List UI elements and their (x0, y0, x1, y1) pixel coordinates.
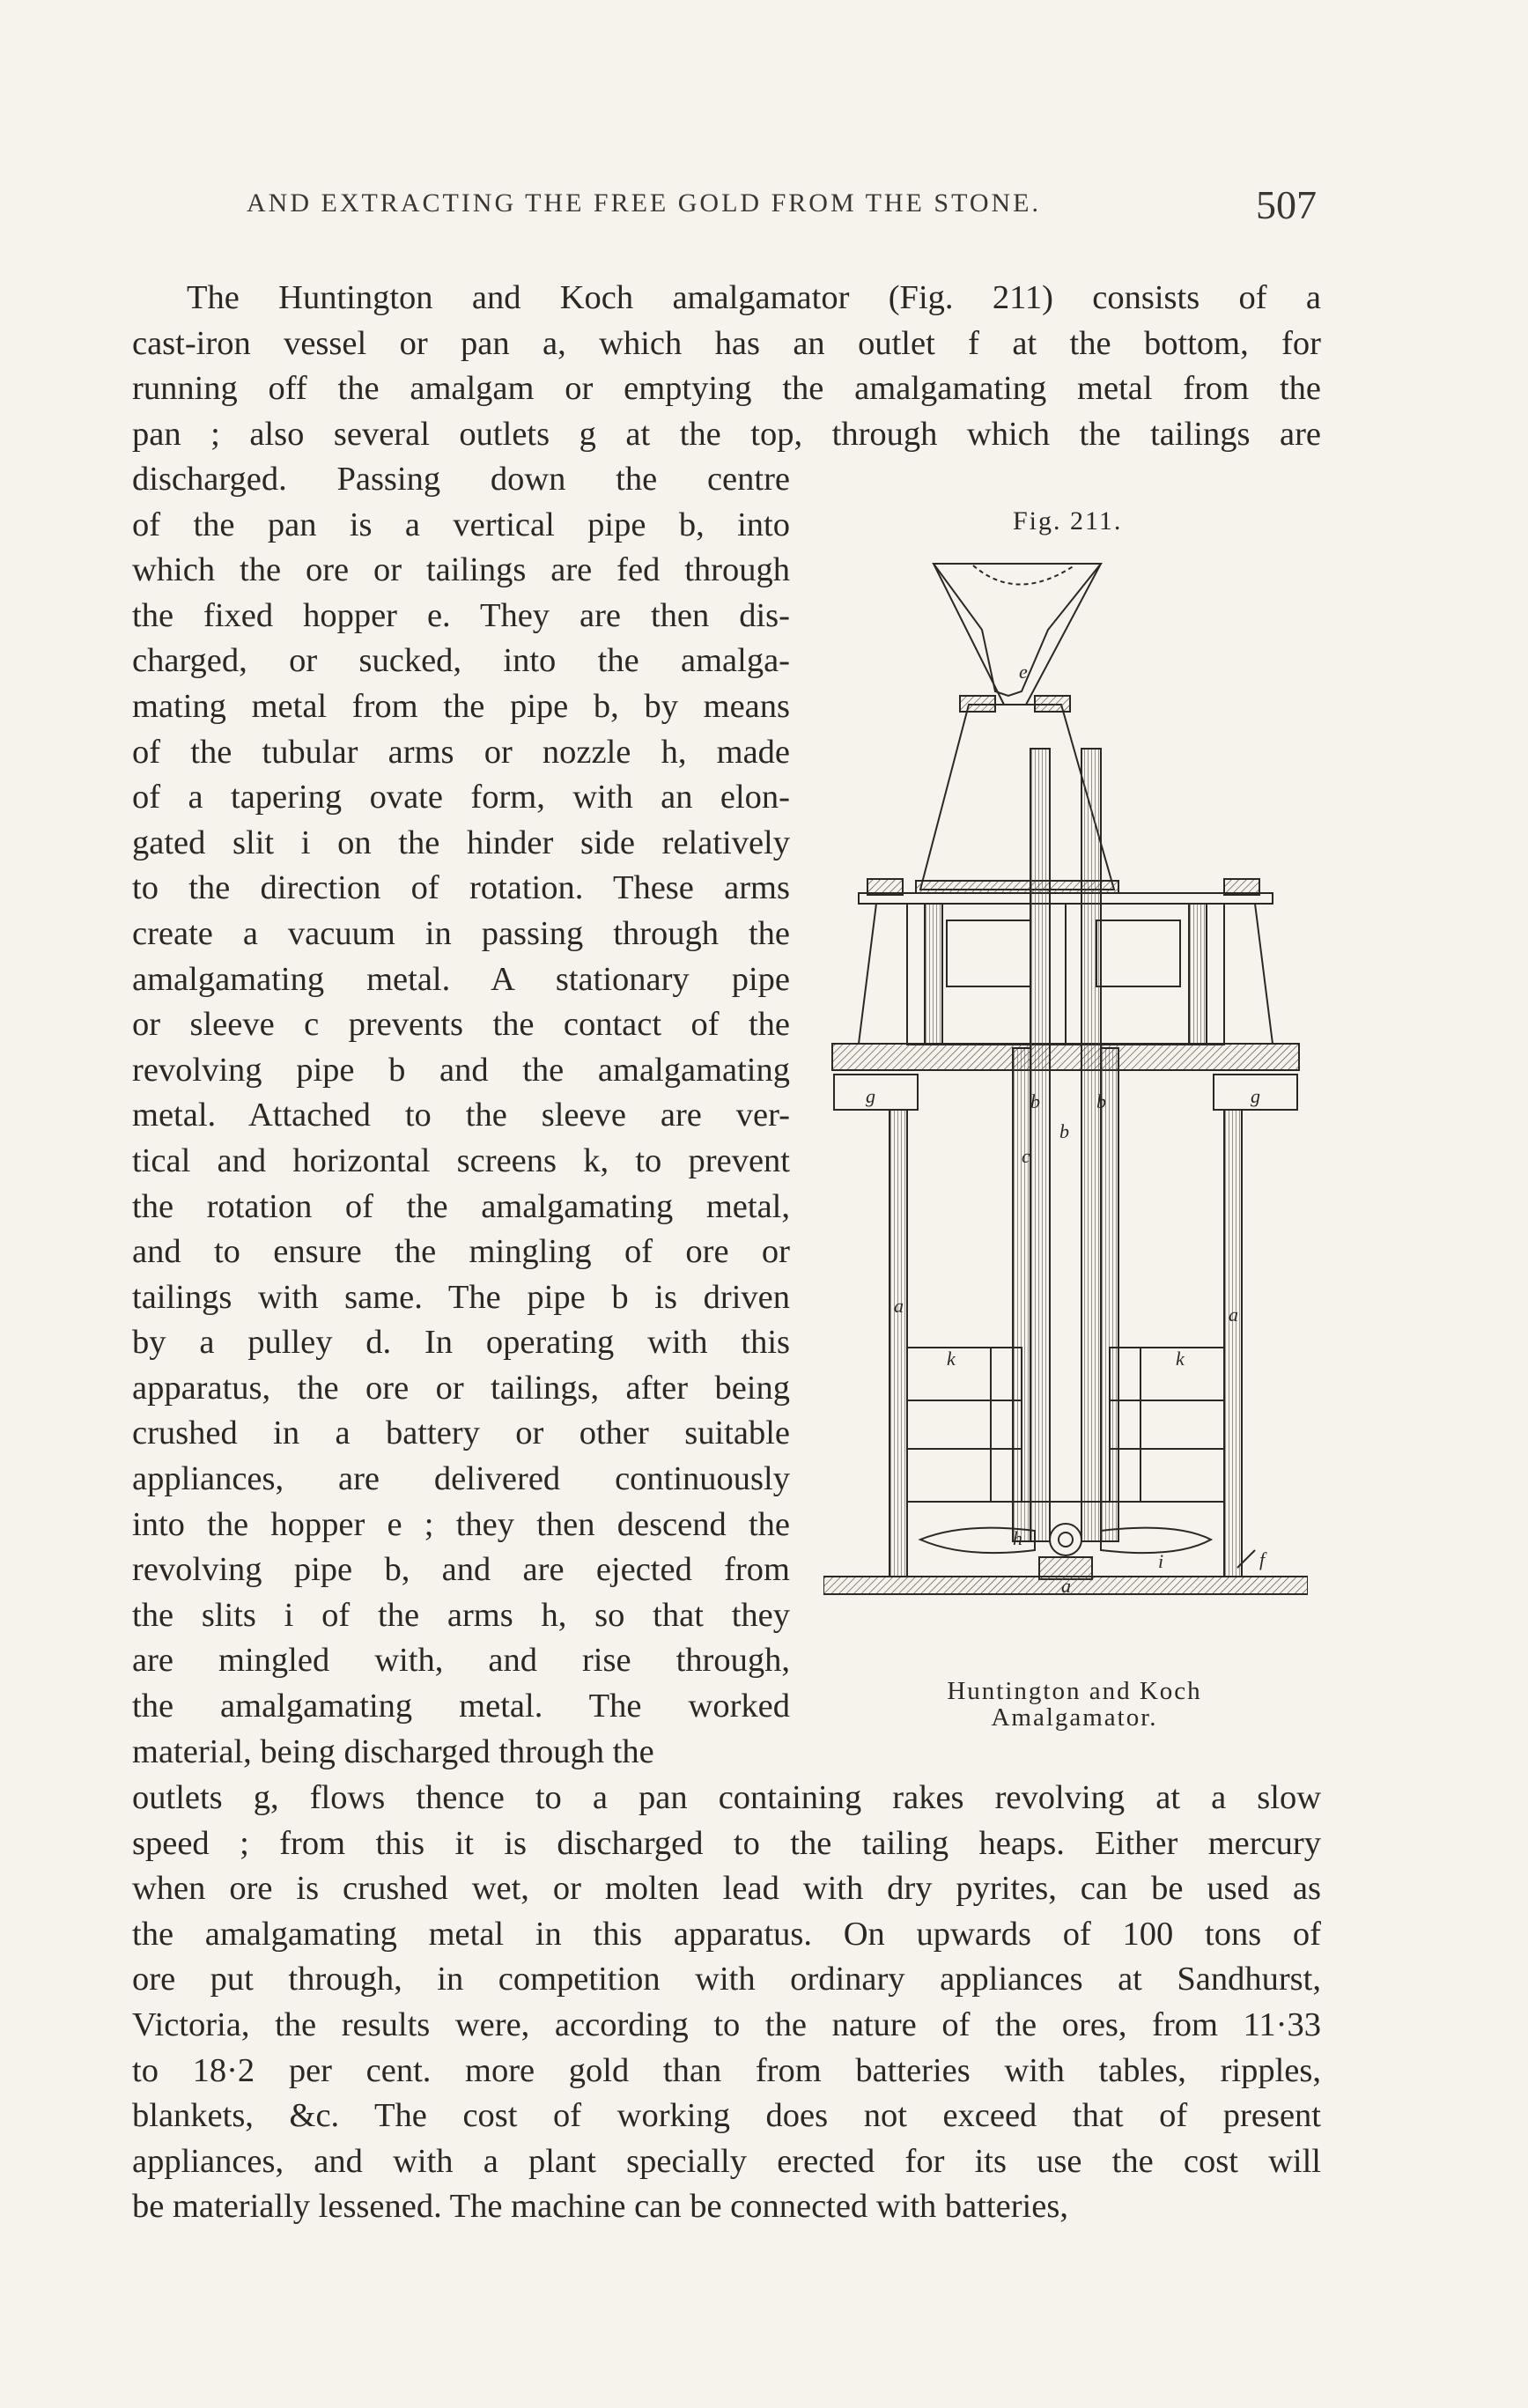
text-line: create a vacuum in passing through the (132, 914, 790, 952)
text-line: to the direction of rotation. These arms (132, 869, 790, 907)
text-line: the amalgamating metal. The worked (132, 1688, 790, 1725)
text-line: into the hopper e ; they then descend the (132, 1505, 790, 1543)
text-line: cast-iron vessel or pan a, which has an outlet f at the bottom, for (132, 324, 1321, 362)
label-e: e (1019, 661, 1028, 683)
text-line: tailings with same. The pipe b is driven (132, 1278, 790, 1316)
text-line: discharged. Passing down the centre (132, 461, 790, 498)
text-line: of a tapering ovate form, with an elon- (132, 779, 790, 816)
text-line: to 18·2 per cent. more gold than from batteries with tables, ripples, (132, 2051, 1321, 2089)
text-line: the slits i of the arms h, so that they (132, 1596, 790, 1634)
text-line: Victoria, the results were, according to the nature of the ores, from 11·33 (132, 2005, 1321, 2043)
caption-line-2: Amalgamator. (991, 1703, 1158, 1732)
text-line: be materially lessened. The machine can be connected with batteries, (132, 2188, 1068, 2226)
text-line: mating metal from the pipe b, by means (132, 687, 790, 725)
paragraph-bottom (132, 1776, 1321, 2230)
text-line: or sleeve c prevents the contact of the (132, 1006, 790, 1044)
label-b: b (1059, 1120, 1069, 1142)
label-g-left: g (866, 1085, 875, 1107)
text-line: charged, or sucked, into the amalga- (132, 642, 790, 680)
text-line: gated slit i on the hinder side relatively (132, 824, 790, 861)
page-number: 507 (1256, 182, 1317, 227)
paragraph-top (132, 276, 1321, 457)
text-line: when ore is crushed wet, or molten lead with dry pyrites, can be used as (132, 1870, 1321, 1908)
text-line: apparatus, the ore or tailings, after being (132, 1369, 790, 1407)
text-line: appliances, are delivered continuously (132, 1460, 790, 1498)
text-line: the rotation of the amalgamating metal, (132, 1187, 790, 1225)
figure-caption (845, 1678, 1303, 1731)
label-g-right: g (1251, 1085, 1260, 1107)
running-header (247, 182, 1317, 227)
running-title: AND EXTRACTING THE FREE GOLD FROM THE STONE. (247, 188, 1042, 218)
label-a-base: a (1061, 1575, 1071, 1597)
label-a-right: a (1229, 1304, 1238, 1326)
label-a-left: a (894, 1295, 904, 1317)
caption-line-1: Huntington and Koch (947, 1677, 1202, 1705)
text-line: appliances, and with a plant specially erected for its use the cost will (132, 2142, 1321, 2180)
label-i: i (1158, 1550, 1164, 1572)
text-line: crushed in a battery or other suitable (132, 1415, 790, 1452)
label-b-upper: b (1030, 1090, 1040, 1112)
text-line: the fixed hopper e. They are then dis- (132, 596, 790, 634)
figure-label: Fig. 211. (1013, 506, 1123, 536)
paragraph-wrapped (132, 457, 790, 1775)
text-line: revolving pipe b, and are ejected from (132, 1551, 790, 1589)
text-line: outlets g, flows thence to a pan containing rakes revolving at a slow (132, 1779, 1321, 1816)
text-line: of the pan is a vertical pipe b, into (132, 506, 790, 543)
text-line: and to ensure the mingling of ore or (132, 1233, 790, 1271)
text-line: metal. Attached to the sleeve are ver- (132, 1097, 790, 1134)
text-line: which the ore or tailings are fed through (132, 551, 790, 589)
text-line: are mingled with, and rise through, (132, 1642, 790, 1680)
text-line: The Huntington and Koch amalgamator (Fig. 211) consists of a (187, 279, 1321, 316)
text-line: speed ; from this it is discharged to the tailing heaps. Either mercury (132, 1824, 1321, 1862)
label-k-left: k (947, 1348, 956, 1370)
text-line: revolving pipe b and the amalgamating (132, 1051, 790, 1089)
label-h: h (1013, 1527, 1022, 1549)
text-line: by a pulley d. In operating with this (132, 1324, 790, 1362)
text-line: amalgamating metal. A stationary pipe (132, 960, 790, 998)
text-line: blankets, &c. The cost of working does not exceed that of present (132, 2097, 1321, 2135)
text-line: the amalgamating metal in this apparatus. On upwards of 100 tons of (132, 1915, 1321, 1953)
label-c: c (1022, 1145, 1030, 1167)
label-k-right: k (1176, 1348, 1185, 1370)
text-line: running off the amalgam or emptying the amalgamating metal from the (132, 370, 1321, 408)
text-line: material, being discharged through the (132, 1732, 654, 1770)
text-line: pan ; also several outlets g at the top, through which the tailings are (132, 415, 1321, 453)
label-f: f (1259, 1548, 1266, 1570)
amalgamator-diagram (823, 555, 1308, 1656)
label-b-upper-right: b (1096, 1090, 1106, 1112)
text-line: tical and horizontal screens k, to prevent (132, 1141, 790, 1179)
text-line: of the tubular arms or nozzle h, made (132, 733, 790, 771)
text-line: ore put through, in competition with ordinary appliances at Sandhurst, (132, 1961, 1321, 1998)
